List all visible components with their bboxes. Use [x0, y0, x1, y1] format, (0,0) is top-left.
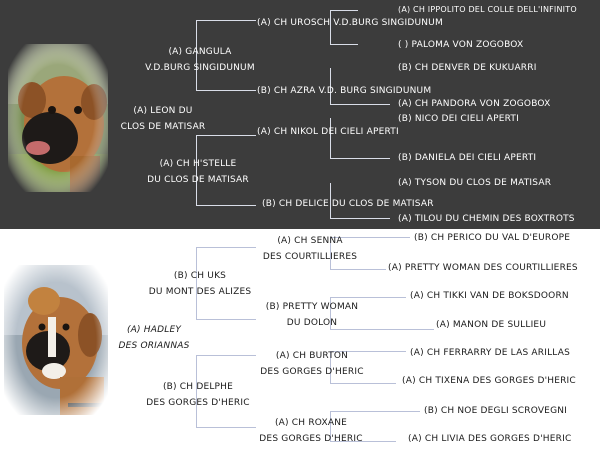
dam-side-gen4-2: (A) PRETTY WOMAN DES COURTILLIERES: [388, 263, 578, 273]
sire-side-gen4-2: ( ) PALOMA VON ZOGOBOX: [398, 40, 524, 50]
sire-dog-photo: [8, 44, 108, 192]
dam-side-gen4-4: (A) MANON DE SULLIEU: [436, 320, 547, 330]
sire-side-sire: (A) GANGULA V.D.BURG SINGIDUNUM: [145, 47, 255, 73]
sire-side-gen4-6: (B) DANIELA DEI CIELI APERTI: [398, 153, 537, 163]
dam-dog-photo: [4, 265, 108, 415]
dam-side-dam: (B) CH DELPHE DES GORGES D'HERIC: [146, 382, 250, 408]
dam-side-gen4-1: (B) CH PERICO DU VAL D'EUROPE: [414, 233, 571, 243]
dam-pedigree-panel: [0, 229, 600, 450]
dam-side-dam-sire: (A) CH BURTON DES GORGES D'HERIC: [260, 351, 364, 377]
sire-side-dog: (A) LEON DU CLOS DE MATISAR: [120, 106, 206, 132]
sire-side-gen4-7: (A) TYSON DU CLOS DE MATISAR: [398, 178, 552, 188]
dam-side-sire: (B) CH UKS DU MONT DES ALIZES: [148, 271, 252, 297]
sire-side-gen4-1: (A) CH IPPOLITO DEL COLLE DELL'INFINITO: [398, 5, 577, 14]
sire-side-gen4-5: (B) NICO DEI CIELI APERTI: [398, 114, 519, 124]
sire-side-gen4-3: (B) CH DENVER DE KUKUARRI: [398, 63, 537, 73]
sire-side-sire-dam: (B) CH AZRA V.D. BURG SINGIDUNUM: [257, 86, 432, 96]
dam-side-gen4-5: (A) CH FERRARRY DE LAS ARILLAS: [410, 348, 571, 358]
dam-side-gen4-3: (A) CH TIKKI VAN DE BOKSDOORN: [410, 291, 569, 301]
dam-side-gen4-7: (B) CH NOE DEGLI SCROVEGNI: [424, 406, 568, 416]
sire-side-dam-sire: (A) CH NIKOL DEI CIELI APERTI: [257, 127, 399, 137]
sire-side-gen4-4: (A) CH PANDORA VON ZOGOBOX: [398, 99, 551, 109]
dam-side-gen4-8: (A) CH LIVIA DES GORGES D'HERIC: [408, 434, 572, 444]
sire-side-gen4-8: (A) TILOU DU CHEMIN DES BOXTROTS: [398, 214, 575, 224]
sire-side-sire-sire: (A) CH UROSCH V.D.BURG SINGIDUNUM: [257, 18, 443, 28]
dam-side-dog: (A) HADLEY DES ORIANNAS: [118, 325, 190, 351]
sire-side-dam: (A) CH H'STELLE DU CLOS DE MATISAR: [147, 159, 249, 185]
dam-side-sire-sire: (A) CH SENNA DES COURTILLIERES: [262, 236, 358, 262]
dam-side-gen4-6: (A) CH TIXENA DES GORGES D'HERIC: [402, 376, 576, 386]
dam-side-dam-dam: (A) CH ROXANE DES GORGES D'HERIC: [259, 418, 363, 444]
sire-side-dam-dam: (B) CH DELICE DU CLOS DE MATISAR: [262, 199, 434, 209]
dam-side-sire-dam: (B) PRETTY WOMAN DU DOLON: [265, 302, 359, 328]
